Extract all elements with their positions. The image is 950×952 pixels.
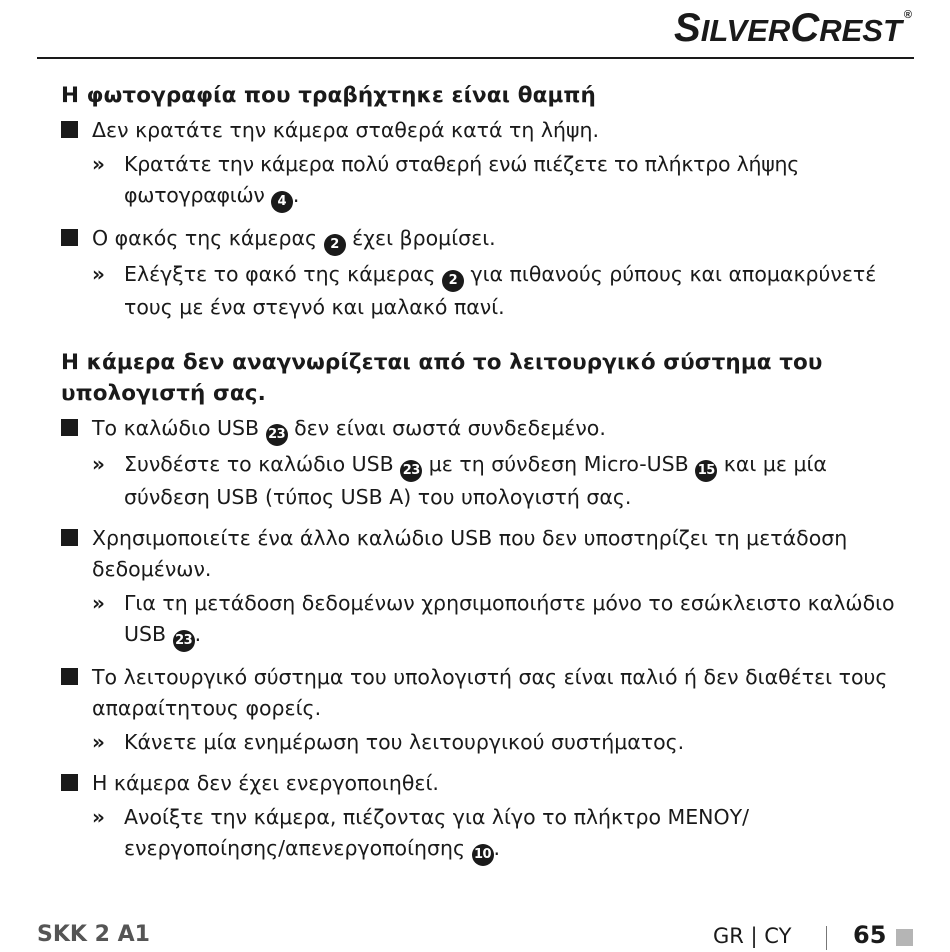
problem-item: Χρησιμοποιείτε ένα άλλο καλώδιο USB που δεν υποστηρίζει τη μετάδοση δεδομένων. <box>61 523 901 585</box>
solution-item: » Ελέγξτε το φακό της κάμερας 2 για πιθανούς ρύπους και απομακρύνετέ τους με ένα στεγνό και μαλακό πανί. <box>61 259 901 323</box>
double-chevron-icon: » <box>92 152 102 176</box>
square-bullet-icon <box>61 229 78 246</box>
problem-item: Το καλώδιο USB 23 δεν είναι σωστά συνδεδεμένο. <box>61 413 901 446</box>
problem-item: Δεν κρατάτε την κάμερα σταθερά κατά τη λήψη. <box>61 115 901 146</box>
page-content <box>61 80 901 866</box>
double-chevron-icon: » <box>92 262 102 286</box>
solution-item: » Για τη μετάδοση δεδομένων χρησιμοποιήστε μόνο το εσώκλειστο καλώδιο USB 23 . <box>61 588 901 652</box>
number-badge: 2 <box>324 234 346 256</box>
page-number: 65 <box>853 921 887 949</box>
solution-item: » Κρατάτε την κάμερα πολύ σταθερή ενώ πιέζετε το πλήκτρο λήψης φωτογραφιών 4 . <box>61 149 901 213</box>
number-badge: 4 <box>271 191 293 213</box>
footer-language: GR | CY <box>713 924 792 948</box>
problem-item: Ο φακός της κάμερας 2 έχει βρομίσει. <box>61 223 901 256</box>
solution-item: » Κάνετε μία ενημέρωση του λειτουργικού συστήματος. <box>61 727 901 758</box>
number-badge: 2 <box>442 270 464 292</box>
number-badge: 10 <box>472 844 494 866</box>
footer-square-icon <box>896 929 913 946</box>
double-chevron-icon: » <box>92 805 102 829</box>
section-heading-blurry-photo: Η φωτογραφία που τραβήχτηκε είναι θαμπή <box>61 83 596 108</box>
section-heading-camera-not-recognized: Η κάμερα δεν αναγνωρίζεται από το λειτουργικό σύστημα του υπολογιστή σας. <box>61 350 823 406</box>
square-bullet-icon <box>61 419 78 436</box>
number-badge: 23 <box>400 460 422 482</box>
square-bullet-icon <box>61 668 78 685</box>
header-rule <box>37 57 914 59</box>
double-chevron-icon: » <box>92 452 102 476</box>
square-bullet-icon <box>61 121 78 138</box>
brand-logo: SILVERCREST ® <box>674 6 912 50</box>
footer-separator <box>826 926 827 950</box>
double-chevron-icon: » <box>92 591 102 615</box>
problem-item: Η κάμερα δεν έχει ενεργοποιηθεί. <box>61 768 901 799</box>
number-badge: 23 <box>173 630 195 652</box>
number-badge: 15 <box>695 460 717 482</box>
problem-item: Το λειτουργικό σύστημα του υπολογιστή σας είναι παλιό ή δεν διαθέτει τους απαραίτητους φορείς. <box>61 662 901 724</box>
solution-item: » Συνδέστε το καλώδιο USB 23 με τη σύνδεση Micro-USB 15 και με μία σύνδεση USB (τύπος USB A) του υπολογιστή σας. <box>61 449 901 513</box>
square-bullet-icon <box>61 529 78 546</box>
solution-item: » Ανοίξτε την κάμερα, πιέζοντας για λίγο το πλήκτρο ΜΕΝΟΥ/ενεργοποίησης/απενεργοποίησης 10 . <box>61 802 901 866</box>
footer-model: SKK 2 A1 <box>37 922 150 947</box>
number-badge: 23 <box>266 424 288 446</box>
double-chevron-icon: » <box>92 730 102 754</box>
square-bullet-icon <box>61 774 78 791</box>
